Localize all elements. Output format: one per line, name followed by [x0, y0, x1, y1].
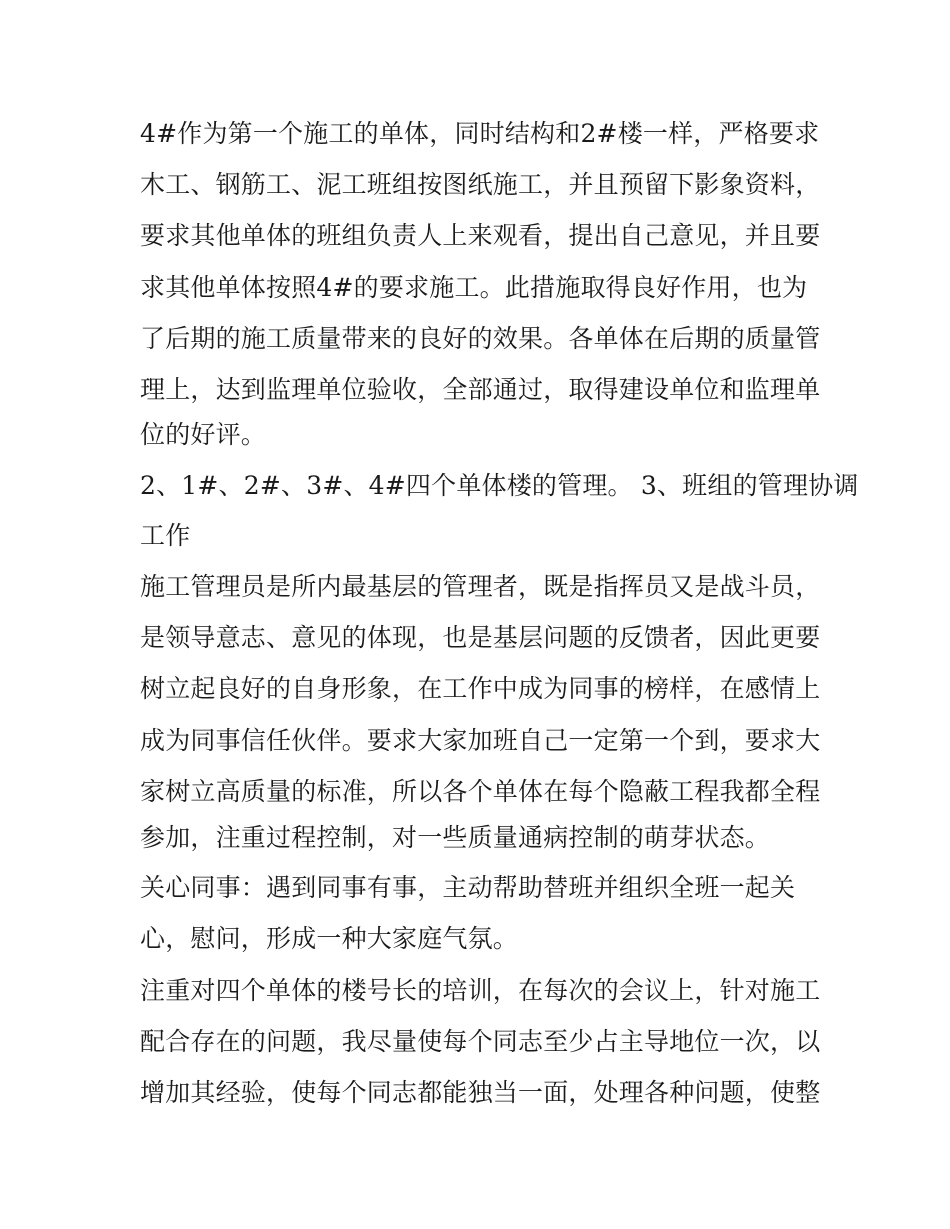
text-line: 心，慰问，形成一种大家庭气氛。	[140, 924, 519, 953]
text-line: 配合存在的问题，我尽量使每个同志至少占主导地位一次，以	[140, 1027, 821, 1056]
text-line: 家树立高质量的标准，所以各个单体在每个隐蔽工程我都全程	[140, 777, 821, 806]
text-line: 关心同事：遇到同事有事，主动帮助替班并组织全班一起关	[140, 873, 796, 902]
text-line: 参加，注重过程控制，对一些质量通病控制的萌芽状态。	[140, 823, 771, 852]
text-line: 增加其经验，使每个同志都能独当一面，处理各种问题，使整	[140, 1078, 821, 1107]
text-line: 注重对四个单体的楼号长的培训，在每次的会议上，针对施工	[140, 976, 821, 1005]
text-line: 施工管理员是所内最基层的管理者，既是指挥员又是战斗员，	[140, 572, 821, 601]
text-line: 成为同事信任伙伴。要求大家加班自己一定第一个到，要求大	[140, 726, 821, 755]
text-line: 2、1#、2#、3#、4#四个单体楼的管理。 3、班组的管理协调	[140, 471, 859, 500]
text-line: 工作	[140, 521, 191, 550]
text-line: 是领导意志、意见的体现，也是基层问题的反馈者，因此更要	[140, 623, 821, 652]
text-line: 位的好评。	[140, 420, 267, 449]
text-line: 树立起良好的自身形象，在工作中成为同事的榜样，在感情上	[140, 674, 821, 703]
text-line: 要求其他单体的班组负责人上来观看，提出自己意见，并且要	[140, 221, 821, 250]
text-line: 了后期的施工质量带来的良好的效果。各单体在后期的质量管	[140, 324, 821, 353]
text-line: 理上，达到监理单位验收，全部通过，取得建设单位和监理单	[140, 375, 821, 404]
text-line: 4#作为第一个施工的单体，同时结构和2#楼一样，严格要求	[140, 119, 820, 148]
text-line: 求其他单体按照4#的要求施工。此措施取得良好作用，也为	[140, 273, 808, 302]
text-line: 木工、钢筋工、泥工班组按图纸施工，并且预留下影象资料，	[140, 170, 821, 199]
